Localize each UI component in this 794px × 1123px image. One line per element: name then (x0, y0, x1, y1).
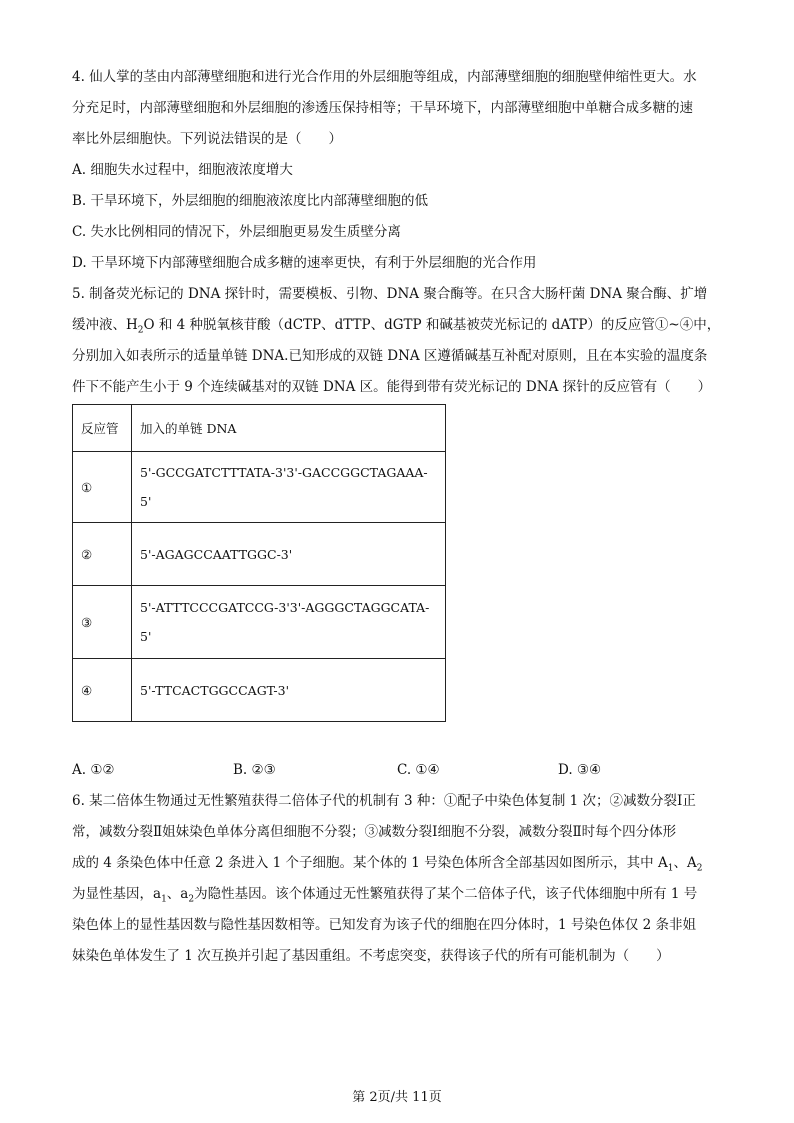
table-cell-tube: ② (73, 523, 132, 586)
question-6-line: 成的 4 条染色体中任意 2 条进入 1 个子细胞。某个体的 1 号染色体所含全部基因如图所示，其中 $A_1$、$A_2$ (72, 855, 703, 874)
table-row (73, 452, 446, 523)
table-cell-tube: ④ (73, 659, 132, 722)
question-6-line: 染色体上的显性基因数与隐性基因数相等。已知发育为该子代的细胞在四分体时，1 号染色体仅 2 条非姐 (72, 917, 697, 933)
q4-option-c: C. 失水比例相同的情况下，外层细胞更易发生质壁分离 (72, 224, 401, 240)
question-6 (72, 786, 724, 972)
question-6-line: 常，减数分裂Ⅱ姐妹染色单体分离但细胞不分裂；③减数分裂Ⅰ细胞不分裂，减数分裂Ⅱ时每个四分体形 (72, 824, 677, 840)
question-4-line: 率比外层细胞快。下列说法错误的是（ ） (72, 131, 342, 147)
table-row (73, 586, 446, 659)
q5-table (72, 404, 446, 722)
table-header-dna: 加入的单链 DNA (132, 405, 446, 452)
table-header-row (73, 405, 446, 452)
table-cell-tube: ① (73, 452, 132, 523)
q5-answer-b: B. ②③ (233, 762, 276, 778)
question-5-line: 分别加入如表所示的适量单链 DNA.已知形成的双链 DNA 区遵循碱基互补配对原则，且在本实验的温度条 (72, 348, 708, 364)
question-4-line: 分充足时，内部薄壁细胞和外层细胞的渗透压保持相等；干旱环境下，内部薄壁细胞中单糖合成多糖的速 (72, 100, 693, 116)
question-4-line: 4. 仙人掌的茎由内部薄壁细胞和进行光合作用的外层细胞等组成，内部薄壁细胞的细胞壁伸缩性更大。水 (72, 69, 697, 85)
question-6-line: 妹染色单体发生了 1 次互换并引起了基因重组。不考虑突变，获得该子代的所有可能机制为（ ） (72, 948, 670, 964)
table-cell-dna: 5'-GCCGATCTTTATA-3'3'-GACCGGCTAGAAA- 5' (132, 452, 446, 523)
q4-option-d: D. 干旱环境下内部薄壁细胞合成多糖的速率更快，有利于外层细胞的光合作用 (72, 255, 537, 271)
q4-option-a: A. 细胞失水过程中，细胞液浓度增大 (72, 162, 293, 178)
question-5-line: 件下不能产生小于 9 个连续碱基对的双链 DNA 区。能得到带有荧光标记的 DNA 探针的反应管有（ ） (72, 379, 712, 395)
question-5-line: 缓冲液、$H_2O$ 和 4 种脱氧核苷酸（dCTP、dTTP、dGTP 和碱基被荧光标记的 dATP）的反应管①~④中， (72, 317, 721, 336)
q5-answer-d: D. ③④ (558, 762, 602, 778)
question-6-line: 为显性基因，$a_1$、$a_2$为隐性基因。该个体通过无性繁殖获得了某个二倍体子代，该子代体细胞中所有 1 号 (72, 886, 698, 905)
table-cell-dna: 5'-AGAGCCAATTGGC-3' (132, 523, 446, 586)
page-footer: 第 2页/共 11页 (352, 1090, 442, 1105)
question-5 (72, 279, 724, 403)
q5-answer-c: C. ①④ (397, 762, 440, 778)
q5-answer-a: A. ①② (72, 762, 115, 778)
q4-option-b: B. 干旱环境下，外层细胞的细胞液浓度比内部薄壁细胞的低 (72, 193, 429, 209)
table-cell-dna: 5'-ATTTCCCGATCCG-3'3'-AGGGCTAGGCATA- 5' (132, 586, 446, 659)
question-6-line: 6. 某二倍体生物通过无性繁殖获得二倍体子代的机制有 3 种：①配子中染色体复制 1 次；②减数分裂Ⅰ正 (72, 793, 696, 809)
table-cell-dna: 5'-TTCACTGGCCAGT-3' (132, 659, 446, 722)
table-row (73, 523, 446, 586)
table-header-tube: 反应管 (73, 405, 132, 452)
table-cell-tube: ③ (73, 586, 132, 659)
question-5-line: 5. 制备荧光标记的 DNA 探针时，需要模板、引物、DNA 聚合酶等。在只含大肠杆菌 DNA 聚合酶、扩增 (72, 286, 708, 302)
question-4 (72, 62, 724, 155)
table-row (73, 659, 446, 722)
